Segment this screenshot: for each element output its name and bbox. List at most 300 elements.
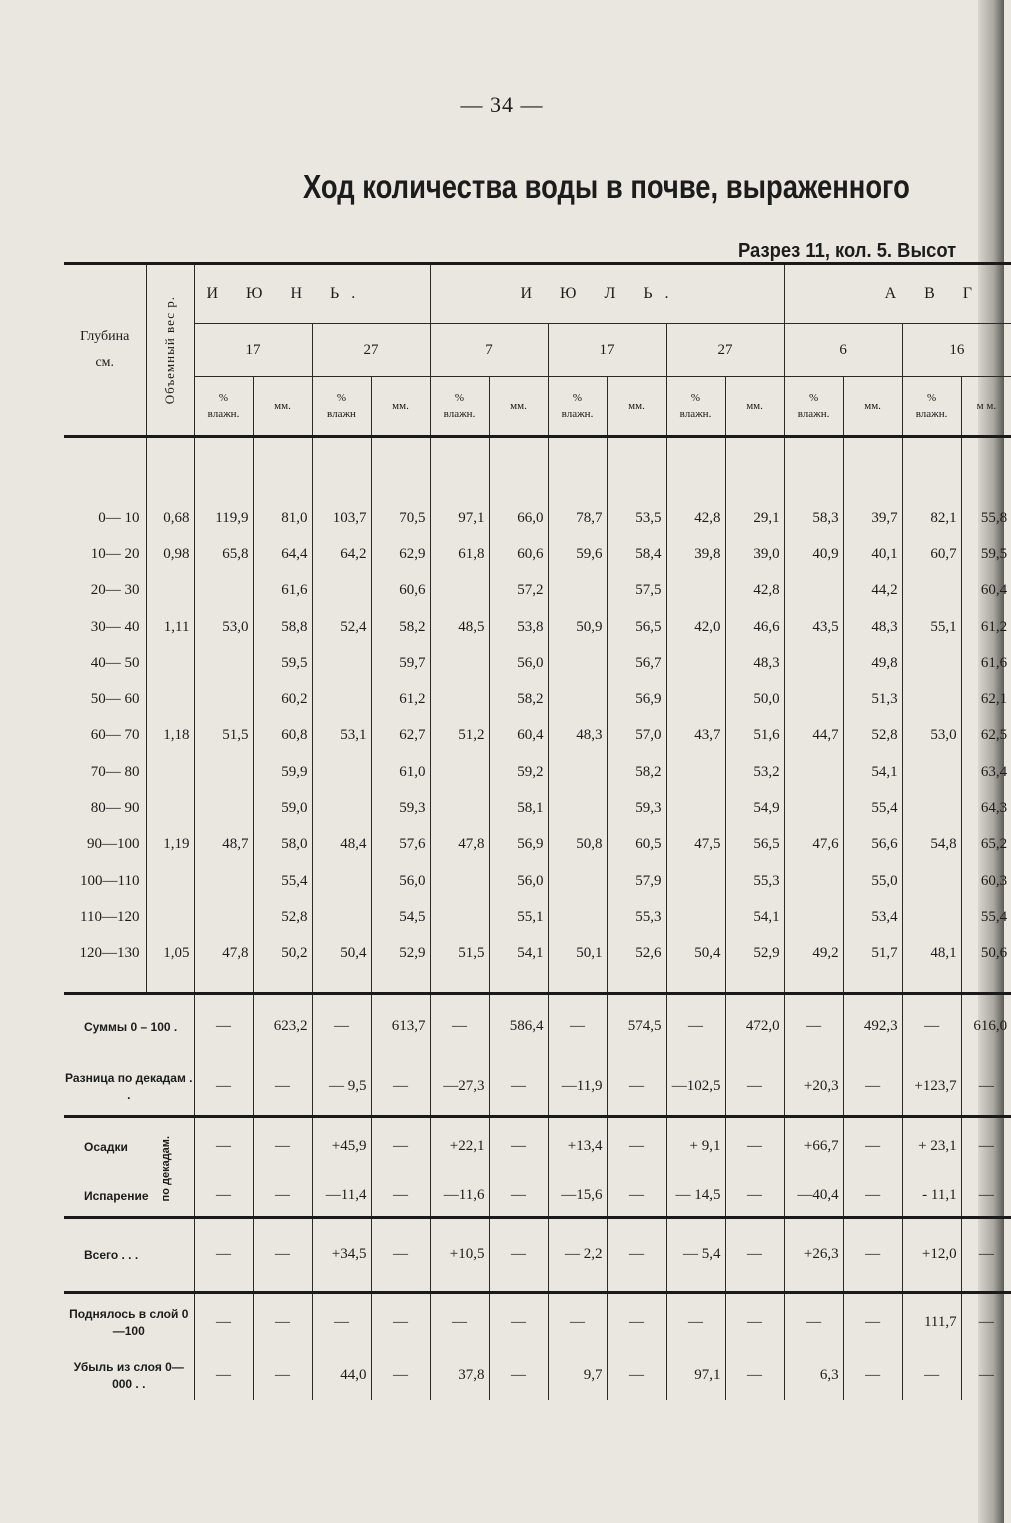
summary-cell: — [961,1217,1011,1292]
summary-cell: — [725,1292,784,1352]
summary-cell: — [489,1292,548,1352]
value-cell [902,681,961,717]
value-cell [548,899,607,935]
summary-cell: —27,3 [430,1059,489,1117]
value-cell: 54,1 [489,936,548,972]
value-cell: 60,4 [489,718,548,754]
value-cell [784,573,843,609]
summary-cell: — [725,1059,784,1117]
value-cell: 78,7 [548,500,607,536]
value-cell: 50,6 [961,936,1011,972]
value-cell: 55,4 [253,863,312,899]
value-cell: 51,7 [843,936,902,972]
value-cell: 65,2 [961,827,1011,863]
value-cell: 55,1 [489,899,548,935]
summary-cell: + 23,1 [902,1116,961,1176]
summary-cell: — [843,1292,902,1352]
table-row [64,645,1011,681]
value-cell [430,754,489,790]
mm-header: мм. [607,377,666,437]
mm-header: м м. [961,377,1011,437]
summary-cell: — [666,1292,725,1352]
pct-moisture-header: % влажн [312,377,371,437]
value-cell [312,899,371,935]
value-cell [784,754,843,790]
summary-cell: — [253,1176,312,1218]
value-cell: 57,9 [607,863,666,899]
summary-cell: 613,7 [371,993,430,1059]
value-cell: 56,9 [607,681,666,717]
value-cell: 61,2 [961,609,1011,645]
month-july: И Ю Л Ь. [430,264,784,324]
value-cell: 55,3 [725,863,784,899]
table-row [64,790,1011,826]
summary-cell: —11,9 [548,1059,607,1117]
volume-weight-cell [146,681,194,717]
value-cell: 48,3 [548,718,607,754]
value-cell: 48,5 [430,609,489,645]
summary-label: Поднялось в слой 0—100 [69,1306,189,1338]
summary-cell: — [607,1292,666,1352]
value-cell: 60,6 [489,536,548,572]
pct-moisture-header: % влажн. [548,377,607,437]
value-cell: 50,1 [548,936,607,972]
moisture-table [64,262,1011,1400]
summary-row-rose [64,1292,1011,1352]
summary-cell: — [607,1116,666,1176]
value-cell: 64,4 [253,536,312,572]
summary-cell: — [784,993,843,1059]
day-header: 17 [548,324,666,377]
value-cell: 60,7 [902,536,961,572]
summary-label: Убыль из слоя 0—000 . . [73,1359,184,1391]
table-row [64,827,1011,863]
data-table-wrapper [64,262,1008,1392]
value-cell: 97,1 [430,500,489,536]
value-cell: 53,8 [489,609,548,645]
summary-cell: +45,9 [312,1116,371,1176]
summary-cell: — [961,1059,1011,1117]
summary-cell: — [548,1292,607,1352]
value-cell: 50,4 [666,936,725,972]
value-cell: 65,8 [194,536,253,572]
value-cell: 59,3 [607,790,666,826]
summary-cell: — [253,1116,312,1176]
value-cell: 56,0 [489,645,548,681]
volume-weight-cell [146,645,194,681]
value-cell: 55,3 [607,899,666,935]
value-cell: 61,6 [961,645,1011,681]
depth-cell: 60— 70 [90,727,140,744]
value-cell [194,681,253,717]
summary-cell: 574,5 [607,993,666,1059]
value-cell [784,790,843,826]
summary-cell: — [548,993,607,1059]
summary-row-precip [64,1116,1011,1176]
value-cell [194,790,253,826]
value-cell: 52,4 [312,609,371,645]
value-cell [194,573,253,609]
value-cell: 61,8 [430,536,489,572]
value-cell [312,754,371,790]
summary-cell: — [607,1176,666,1218]
value-cell: 39,0 [725,536,784,572]
summary-cell: — [843,1059,902,1117]
summary-cell: — [371,1116,430,1176]
value-cell: 61,6 [253,573,312,609]
summary-cell: — [194,1217,253,1292]
value-cell: 53,5 [607,500,666,536]
summary-cell: — [843,1176,902,1218]
value-cell [666,645,725,681]
value-cell: 59,7 [371,645,430,681]
value-cell: 39,8 [666,536,725,572]
depth-cell: 50— 60 [90,691,140,708]
value-cell: 57,0 [607,718,666,754]
table-row [64,754,1011,790]
depth-cell: 80— 90 [90,800,140,817]
summary-cell: — [961,1352,1011,1400]
summary-cell: 623,2 [253,993,312,1059]
value-cell: 60,2 [253,681,312,717]
summary-cell: — [371,1176,430,1218]
summary-label: Суммы 0 – 100 . [84,1019,178,1034]
depth-cell: 30— 40 [90,618,140,635]
summary-cell: —102,5 [666,1059,725,1117]
value-cell: 60,4 [961,573,1011,609]
summary-cell: 37,8 [430,1352,489,1400]
summary-row-sums [64,993,1011,1059]
value-cell: 58,8 [253,609,312,645]
summary-cell: - 11,1 [902,1176,961,1218]
value-cell: 58,2 [371,609,430,645]
value-cell [430,863,489,899]
summary-cell: — [961,1116,1011,1176]
value-cell: 103,7 [312,500,371,536]
depth-cell: 100—110 [80,872,140,889]
pct-moisture-header: % влажн. [194,377,253,437]
pct-moisture-header: % влажн. [902,377,961,437]
mm-header: мм. [843,377,902,437]
value-cell [194,754,253,790]
value-cell [430,790,489,826]
value-cell: 61,2 [371,681,430,717]
summary-cell: 492,3 [843,993,902,1059]
value-cell: 51,3 [843,681,902,717]
value-cell [548,645,607,681]
summary-cell: — [489,1176,548,1218]
value-cell: 58,2 [489,681,548,717]
summary-cell: — [194,1059,253,1117]
table-row [64,500,1011,536]
summary-cell: — [489,1059,548,1117]
day-header: 17 [194,324,312,377]
summary-cell: — [902,1352,961,1400]
value-cell: 56,0 [371,863,430,899]
summary-cell: —40,4 [784,1176,843,1218]
value-cell [548,754,607,790]
summary-cell: — [371,1352,430,1400]
value-cell: 58,1 [489,790,548,826]
summary-cell: +26,3 [784,1217,843,1292]
summary-cell: — [430,1292,489,1352]
value-cell [784,863,843,899]
value-cell: 50,4 [312,936,371,972]
summary-cell: —11,6 [430,1176,489,1218]
value-cell [430,899,489,935]
value-cell: 56,9 [489,827,548,863]
value-cell: 44,2 [843,573,902,609]
summary-cell: — [725,1116,784,1176]
month-june: И Ю Н Ь. [194,264,430,324]
value-cell: 48,3 [843,609,902,645]
summary-cell: — [430,993,489,1059]
summary-cell: — [371,1217,430,1292]
day-header: 27 [312,324,430,377]
table-row [64,536,1011,572]
volume-weight-cell [146,899,194,935]
value-cell: 53,0 [194,609,253,645]
value-cell: 58,0 [253,827,312,863]
value-cell [194,645,253,681]
summary-cell: + 9,1 [666,1116,725,1176]
summary-cell: — 2,2 [548,1217,607,1292]
value-cell: 55,0 [843,863,902,899]
summary-cell: — [843,1352,902,1400]
pct-moisture-header: % влажн. [666,377,725,437]
value-cell: 58,2 [607,754,666,790]
value-cell: 52,8 [253,899,312,935]
value-cell: 64,3 [961,790,1011,826]
value-cell: 56,5 [725,827,784,863]
depth-cell: 10— 20 [90,545,140,562]
summary-row-loss [64,1352,1011,1400]
day-header: 16 [902,324,1011,377]
value-cell: 50,0 [725,681,784,717]
volume-weight-cell: 0,98 [146,536,194,572]
value-cell: 57,6 [371,827,430,863]
summary-cell: — [194,1292,253,1352]
day-header: 27 [666,324,784,377]
value-cell: 54,9 [725,790,784,826]
value-cell: 66,0 [489,500,548,536]
summary-cell: — [489,1352,548,1400]
volume-weight-cell: 1,18 [146,718,194,754]
value-cell: 44,7 [784,718,843,754]
value-cell: 49,8 [843,645,902,681]
value-cell: 55,8 [961,500,1011,536]
volume-weight-cell: 1,05 [146,936,194,972]
value-cell [548,790,607,826]
value-cell [902,863,961,899]
value-cell [430,681,489,717]
value-cell: 43,5 [784,609,843,645]
summary-cell: 111,7 [902,1292,961,1352]
value-cell [784,681,843,717]
value-cell: 53,2 [725,754,784,790]
value-cell: 55,1 [902,609,961,645]
page-subtitle: Разрез 11, кол. 5. Высот [738,240,957,262]
value-cell: 40,1 [843,536,902,572]
volume-weight-cell [146,573,194,609]
value-cell [902,899,961,935]
value-cell: 42,8 [725,573,784,609]
summary-cell: 472,0 [725,993,784,1059]
summary-cell: — [371,1292,430,1352]
value-cell: 59,0 [253,790,312,826]
summary-cell: — [253,1217,312,1292]
value-cell: 81,0 [253,500,312,536]
summary-cell: — [784,1292,843,1352]
mm-header: мм. [489,377,548,437]
value-cell: 62,5 [961,718,1011,754]
value-cell [312,645,371,681]
summary-cell: — [961,1176,1011,1218]
summary-cell: — [312,1292,371,1352]
summary-cell: — [961,1292,1011,1352]
value-cell: 48,7 [194,827,253,863]
value-cell: 57,2 [489,573,548,609]
summary-cell: — [312,993,371,1059]
summary-cell: 616,0 [961,993,1011,1059]
summary-cell: 6,3 [784,1352,843,1400]
volume-weight-cell [146,863,194,899]
value-cell: 59,5 [253,645,312,681]
value-cell: 54,5 [371,899,430,935]
summary-row-evap [64,1176,1011,1218]
summary-cell: +66,7 [784,1116,843,1176]
value-cell: 70,5 [371,500,430,536]
summary-cell: +12,0 [902,1217,961,1292]
value-cell: 48,3 [725,645,784,681]
depth-cell: 20— 30 [90,582,140,599]
summary-cell: +34,5 [312,1217,371,1292]
table-row [64,863,1011,899]
value-cell: 47,8 [430,827,489,863]
value-cell: 46,6 [725,609,784,645]
value-cell: 47,5 [666,827,725,863]
summary-cell: +20,3 [784,1059,843,1117]
value-cell: 58,3 [784,500,843,536]
summary-cell: — 5,4 [666,1217,725,1292]
value-cell [666,899,725,935]
depth-cell: 120—130 [79,945,140,962]
value-cell: 54,1 [725,899,784,935]
summary-label: Осадки по декадам. [84,1135,172,1202]
summary-cell: 44,0 [312,1352,371,1400]
pct-moisture-header: % влажн. [430,377,489,437]
summary-cell: — [253,1352,312,1400]
value-cell: 29,1 [725,500,784,536]
value-cell: 52,9 [725,936,784,972]
summary-cell: — [253,1292,312,1352]
volume-weight-cell [146,790,194,826]
value-cell: 50,8 [548,827,607,863]
depth-cell: 0— 10 [98,509,140,526]
mm-header: мм. [253,377,312,437]
depth-cell: 90—100 [87,836,140,853]
value-cell: 60,5 [607,827,666,863]
value-cell: 48,4 [312,827,371,863]
depth-cell: 40— 50 [90,654,140,671]
value-cell: 52,6 [607,936,666,972]
value-cell [548,573,607,609]
summary-cell: — [371,1059,430,1117]
value-cell: 56,0 [489,863,548,899]
value-cell: 39,7 [843,500,902,536]
value-cell: 53,4 [843,899,902,935]
summary-cell: — [194,1352,253,1400]
summary-cell: —15,6 [548,1176,607,1218]
summary-label: Испарение [84,1188,149,1203]
value-cell [548,681,607,717]
summary-cell: — [902,993,961,1059]
summary-cell: — [489,1116,548,1176]
value-cell: 50,2 [253,936,312,972]
value-cell: 50,9 [548,609,607,645]
summary-cell: — [725,1217,784,1292]
volume-weight-cell: 1,11 [146,609,194,645]
volume-weight-cell: 1,19 [146,827,194,863]
value-cell [312,681,371,717]
value-cell [902,645,961,681]
value-cell: 56,7 [607,645,666,681]
day-header: 7 [430,324,548,377]
value-cell: 47,6 [784,827,843,863]
summary-cell: — [194,1176,253,1218]
value-cell: 52,8 [843,718,902,754]
mm-header: мм. [725,377,784,437]
value-cell: 52,9 [371,936,430,972]
page-title: Ход количества воды в почве, выраженного [303,168,910,205]
value-cell: 60,8 [253,718,312,754]
page-number: — 34 — [460,92,544,117]
value-cell: 62,1 [961,681,1011,717]
summary-cell: — [607,1059,666,1117]
value-cell: 55,4 [843,790,902,826]
value-cell: 64,2 [312,536,371,572]
value-cell: 42,8 [666,500,725,536]
value-cell: 60,6 [371,573,430,609]
summary-cell: +10,5 [430,1217,489,1292]
mm-header: мм. [371,377,430,437]
table-row [64,718,1011,754]
value-cell: 51,5 [430,936,489,972]
value-cell: 56,5 [607,609,666,645]
summary-cell: — [194,1116,253,1176]
summary-cell: — 14,5 [666,1176,725,1218]
value-cell [902,754,961,790]
value-cell: 59,9 [253,754,312,790]
value-cell: 53,0 [902,718,961,754]
summary-cell: — [725,1352,784,1400]
value-cell: 59,3 [371,790,430,826]
summary-row-total [64,1217,1011,1292]
value-cell: 60,3 [961,863,1011,899]
summary-cell: — [607,1352,666,1400]
day-header: 6 [784,324,902,377]
volume-weight-header: Объемный вес р. [146,264,194,437]
value-cell: 47,8 [194,936,253,972]
depth-cell: 110—120 [80,908,140,925]
pct-moisture-header: % влажн. [784,377,843,437]
summary-row-diff [64,1059,1011,1117]
summary-cell: —11,4 [312,1176,371,1218]
value-cell: 51,6 [725,718,784,754]
value-cell [784,899,843,935]
summary-cell: 97,1 [666,1352,725,1400]
value-cell: 51,2 [430,718,489,754]
